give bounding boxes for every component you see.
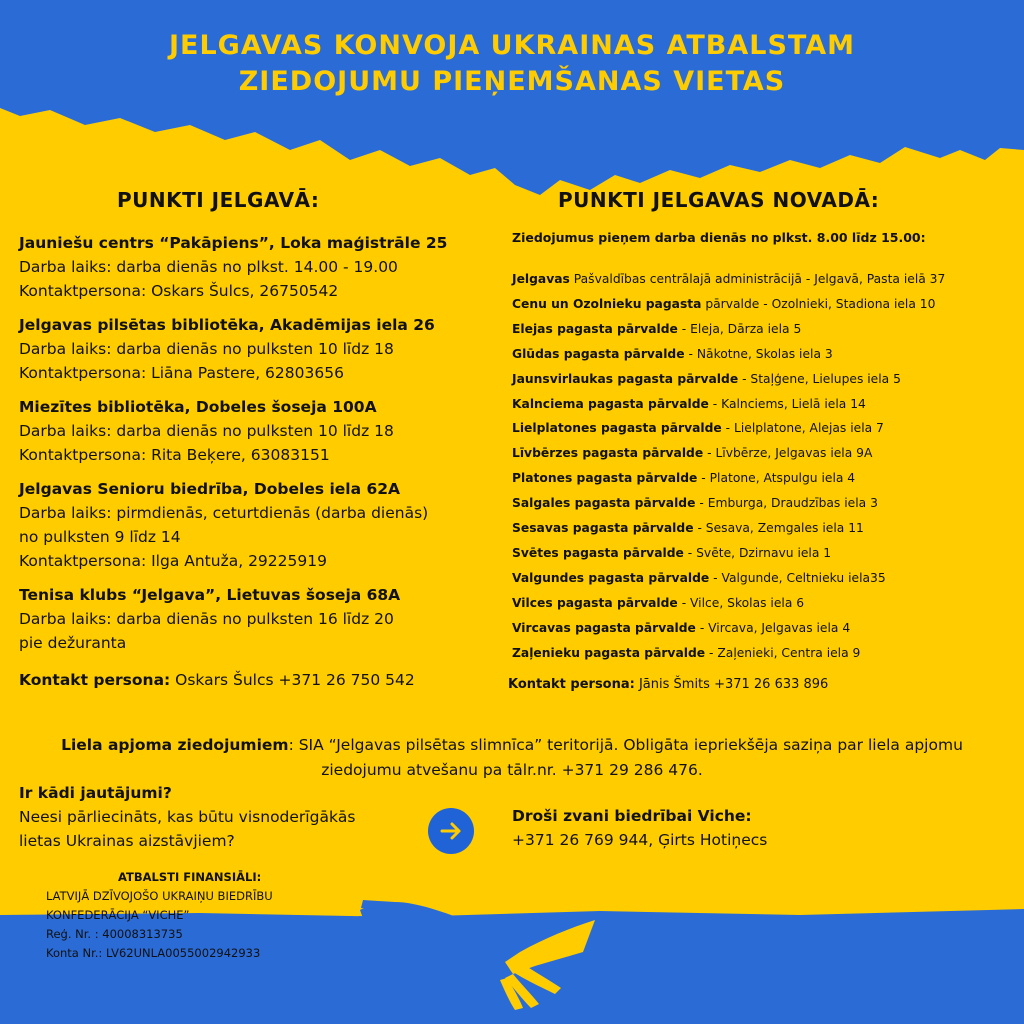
parish-detail: - Svēte, Dzirnavu iela 1 (683, 545, 832, 560)
questions-block (19, 781, 419, 853)
call-block (512, 804, 767, 852)
parish-name: Vilces pagasta pārvalde (512, 595, 678, 610)
location-hours: Darba laiks: darba dienās no plkst. 14.00 - 19.00 (19, 258, 398, 276)
call-phone[interactable]: +371 26 769 944, Ģirts Hotiņecs (512, 831, 768, 849)
parish-name: Svētes pagasta pārvalde (512, 545, 684, 560)
parish-detail: - Sesava, Zemgales iela 11 (693, 521, 864, 536)
parish-detail: - Platone, Atspulgu iela 4 (697, 471, 856, 486)
large-donations-line1: : SIA “Jelgavas pilsētas slimnīca” teritorijā. Obligāta iepriekšēja saziņa par liela apjomu (288, 736, 963, 754)
list-item (512, 292, 945, 317)
parish-detail: - Līvbērze, Jelgavas iela 9A (703, 446, 873, 461)
location-hours: Darba laiks: darba dienās no pulksten 16 līdz 20 (19, 610, 394, 628)
funders-account-number: Konta Nr.: LV62UNLA0055002942933 (46, 946, 261, 960)
contact-label: Kontakt persona: (19, 671, 171, 689)
location-contact: Kontaktpersona: Ilga Antuža, 29225919 (19, 552, 327, 570)
location-contact: Kontaktpersona: Liāna Pastere, 62803656 (19, 364, 344, 382)
reaching-hands-illustration (355, 880, 605, 1010)
funders-title: ATBALSTI FINANSIĀLI: (118, 870, 262, 884)
questions-line1: Neesi pārliecināts, kas būtu visnoderīgākās (19, 808, 356, 826)
location-name: Jelgavas Senioru biedrība, Dobeles iela 62A (19, 480, 401, 498)
list-item (512, 317, 945, 342)
funders-reg-number: Reģ. Nr. : 40008313735 (46, 927, 183, 941)
parish-detail: - Nākotne, Skolas iela 3 (684, 346, 833, 361)
list-item (512, 441, 945, 466)
large-donations-line2: ziedojumu atvešanu pa tālr.nr. +371 29 286 476. (321, 761, 703, 779)
location-hours: Darba laiks: darba dienās no pulksten 10 līdz 18 (19, 340, 394, 358)
left-contact-person (19, 671, 415, 689)
parish-name: Valgundes pagasta pārvalde (512, 570, 710, 585)
parish-name: Cenu un Ozolnieku pagasta (512, 296, 702, 311)
list-item (512, 566, 945, 591)
parish-detail: - Valgunde, Celtnieku iela35 (709, 570, 886, 585)
parish-name: Platones pagasta pārvalde (512, 471, 698, 486)
jelgava-locations (19, 231, 489, 665)
location-name: Jauniešu centrs “Pakāpiens”, Loka maģistrāle 25 (19, 234, 448, 252)
parish-detail: - Emburga, Draudzības iela 3 (695, 496, 878, 511)
list-item (512, 616, 945, 641)
parish-detail: pārvalde - Ozolnieki, Stadiona iela 10 (701, 296, 936, 311)
contact-label: Kontakt persona: (508, 677, 635, 692)
location-contact: Kontaktpersona: Rita Beķere, 63083151 (19, 446, 330, 464)
location-item (19, 231, 489, 303)
list-item (512, 267, 945, 292)
contact-value: Oskars Šulcs +371 26 750 542 (170, 671, 415, 689)
parish-detail: - Kalnciems, Lielā iela 14 (708, 396, 866, 411)
page-title-line2: ZIEDOJUMU PIEŅEMŠANAS VIETAS (238, 66, 786, 97)
large-donations-note (0, 733, 1024, 783)
location-item (19, 583, 489, 655)
list-item (512, 416, 945, 441)
right-contact-person (508, 677, 828, 692)
large-donations-label: Liela apjoma ziedojumiem (61, 736, 289, 754)
questions-title: Ir kādi jautājumi? (19, 784, 172, 802)
list-item (512, 367, 945, 392)
right-section-heading: PUNKTI JELGAVAS NOVADĀ: (558, 188, 880, 212)
parish-name: Kalnciema pagasta pārvalde (512, 396, 709, 411)
parish-name: Lielplatones pagasta pārvalde (512, 421, 722, 436)
arrow-right-button[interactable] (428, 808, 474, 854)
location-hours-cont: pie dežuranta (19, 634, 127, 652)
parish-name: Elejas pagasta pārvalde (512, 321, 678, 336)
parish-detail: - Eleja, Dārza iela 5 (677, 321, 802, 336)
location-item (19, 395, 489, 467)
parish-name: Vircavas pagasta pārvalde (512, 620, 696, 635)
list-item (512, 541, 945, 566)
arrow-right-icon (438, 818, 464, 844)
left-section-heading: PUNKTI JELGAVĀ: (117, 188, 320, 212)
location-contact: Kontaktpersona: Oskars Šulcs, 26750542 (19, 282, 339, 300)
location-name: Tenisa klubs “Jelgava”, Lietuvas šoseja 68A (19, 586, 401, 604)
parish-intro: Ziedojumus pieņem darba dienās no plkst. 8.00 līdz 15.00: (512, 230, 926, 245)
list-item (512, 591, 945, 616)
list-item (512, 392, 945, 417)
parish-list (512, 267, 945, 666)
questions-line2: lietas Ukrainas aizstāvjiem? (19, 832, 235, 850)
location-item (19, 477, 489, 573)
page-title-line1: JELGAVAS KONVOJA UKRAINAS ATBALSTAM (168, 30, 856, 61)
parish-name: Zaļenieku pagasta pārvalde (512, 645, 706, 660)
parish-detail: - Vilce, Skolas iela 6 (677, 595, 805, 610)
parish-name: Jaunsvirlaukas pagasta pārvalde (512, 371, 739, 386)
funders-line: KONFEDERĀCIJA “VICHE” (46, 908, 190, 922)
location-item (19, 313, 489, 385)
list-item (512, 342, 945, 367)
list-item (512, 516, 945, 541)
list-item (512, 466, 945, 491)
contact-value: Jānis Šmits +371 26 633 896 (634, 677, 829, 692)
parish-name: Jelgavas (512, 272, 570, 286)
list-item (512, 641, 945, 666)
parish-detail: - Staļģene, Lielupes iela 5 (738, 371, 901, 386)
location-hours: Darba laiks: darba dienās no pulksten 10 līdz 18 (19, 422, 394, 440)
call-title: Droši zvani biedrībai Viche: (512, 807, 752, 825)
location-name: Miezītes bibliotēka, Dobeles šoseja 100A (19, 398, 377, 416)
parish-detail: Pašvaldības centrālajā administrācijā - Jelgavā, Pasta ielā 37 (569, 272, 946, 286)
funders-block (46, 868, 273, 963)
parish-name: Līvbērzes pagasta pārvalde (512, 446, 704, 461)
location-hours: Darba laiks: pirmdienās, ceturtdienās (darba dienās) (19, 504, 429, 522)
location-hours-cont: no pulksten 9 līdz 14 (19, 528, 181, 546)
parish-detail: - Zaļenieki, Centra iela 9 (705, 645, 861, 660)
location-name: Jelgavas pilsētas bibliotēka, Akadēmijas iela 26 (19, 316, 435, 334)
parish-name: Glūdas pagasta pārvalde (512, 346, 685, 361)
funders-line: LATVIJĀ DZĪVOJOŠO UKRAIŅU BIEDRĪBU (46, 889, 273, 903)
list-item (512, 491, 945, 516)
parish-name: Salgales pagasta pārvalde (512, 496, 696, 511)
parish-detail: - Lielplatone, Alejas iela 7 (721, 421, 884, 436)
parish-name: Sesavas pagasta pārvalde (512, 521, 694, 536)
parish-detail: - Vircava, Jelgavas iela 4 (695, 620, 851, 635)
